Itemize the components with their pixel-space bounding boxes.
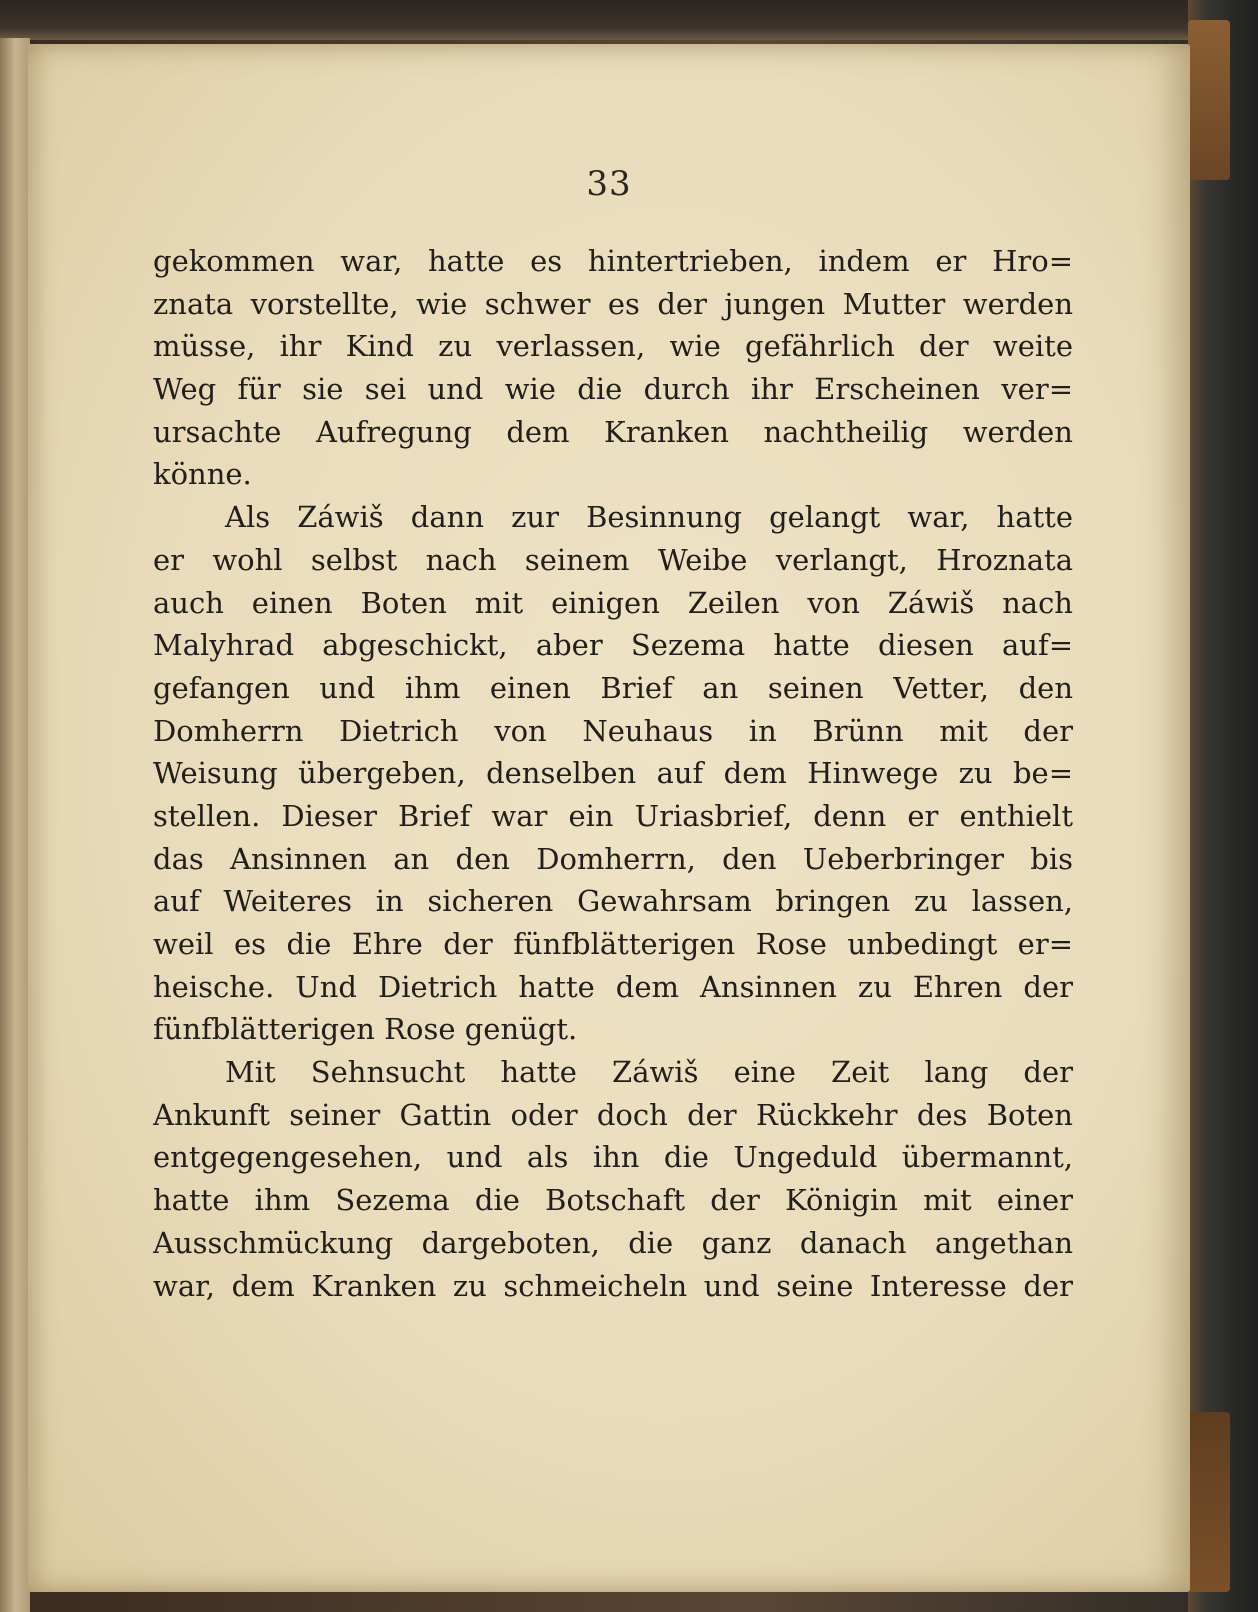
text-line: Mit Sehnsucht hatte Záwiš eine Zeit lang der <box>225 1055 1073 1090</box>
text-line: auf Weiteres in sicheren Gewahrsam bringen zu lassen, <box>153 884 1073 919</box>
body-text <box>153 240 1073 1307</box>
text-line: Ankunft seiner Gattin oder doch der Rückkehr des Boten <box>153 1097 1073 1132</box>
text-line: Malyhrad abgeschickt, aber Sezema hatte diesen auf= <box>153 628 1073 663</box>
text-line: war, dem Kranken zu schmeicheln und seine Interesse der <box>153 1268 1073 1303</box>
text-line: hatte ihm Sezema die Botschaft der Königin mit einer <box>153 1183 1073 1218</box>
text-line: müsse, ihr Kind zu verlassen, wie gefährlich der weite <box>153 329 1073 364</box>
text-line: Als Záwiš dann zur Besinnung gelangt war, hatte <box>225 500 1073 535</box>
text-line: Ausschmückung dargeboten, die ganz danach angethan <box>153 1225 1073 1260</box>
book-top-edge <box>0 0 1258 40</box>
text-line: znata vorstellte, wie schwer es der jungen Mutter werden <box>153 286 1073 321</box>
cover-corner-bottom <box>1188 1412 1230 1592</box>
text-line: stellen. Dieser Brief war ein Uriasbrief, denn er enthielt <box>153 798 1073 833</box>
text-line: er wohl selbst nach seinem Weibe verlangt, Hroznata <box>153 542 1073 577</box>
text-line: gekommen war, hatte es hintertrieben, indem er Hro= <box>153 244 1073 278</box>
text-line: könne. <box>153 457 252 492</box>
text-line: weil es die Ehre der fünfblätterigen Rose unbedingt er= <box>153 927 1073 961</box>
page-number: 33 <box>586 164 632 204</box>
text-line: gefangen und ihm einen Brief an seinen Vetter, den <box>153 670 1073 705</box>
cover-corner-top <box>1188 20 1230 180</box>
text-line: fünfblätterigen Rose genügt. <box>153 1012 578 1047</box>
text-line: Weg für sie sei und wie die durch ihr Erscheinen ver= <box>153 372 1073 407</box>
facing-page-edge <box>0 38 30 1612</box>
text-line: Domherrn Dietrich von Neuhaus in Brünn mit der <box>153 713 1073 748</box>
book-cover-edge <box>1188 0 1258 1612</box>
text-line: Weisung übergeben, denselben auf dem Hinwege zu be= <box>153 756 1073 791</box>
book-page <box>28 44 1190 1592</box>
text-line: heische. Und Dietrich hatte dem Ansinnen zu Ehren der <box>153 969 1073 1004</box>
text-line: ursachte Aufregung dem Kranken nachtheilig werden <box>153 414 1073 449</box>
text-line: das Ansinnen an den Domherrn, den Ueberbringer bis <box>153 841 1073 876</box>
text-line: entgegengesehen, und als ihn die Ungeduld übermannt, <box>153 1140 1073 1175</box>
text-line: auch einen Boten mit einigen Zeilen von Záwiš nach <box>153 585 1073 620</box>
